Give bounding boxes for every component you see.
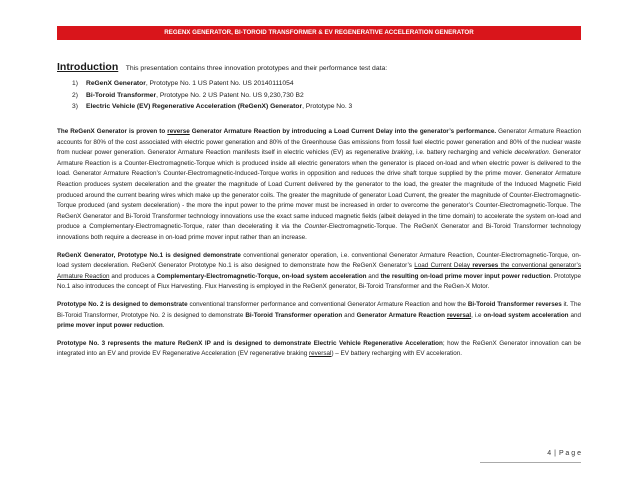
list-item: 1) ReGenX Generator, Prototype No. 1 US Patent No. US 20140111054 <box>72 80 294 87</box>
page-number: 4 <box>547 450 552 457</box>
list-item: 3) Electric Vehicle (EV) Regenerative Acceleration (ReGenX) Generator, Prototype No. 3 <box>72 103 353 110</box>
footer-divider <box>480 462 581 463</box>
header-banner: REGENX GENERATOR, BI-TOROID TRANSFORMER & EV REGENERATIVE ACCELERATION GENERATOR <box>57 26 581 40</box>
body-text <box>57 127 581 367</box>
intro-line <box>57 57 581 75</box>
intro-heading: Introduction <box>57 61 119 73</box>
page-label: P a g e <box>558 450 581 457</box>
paragraph-prototype-3: Prototype No. 3 represents the mature ReGenX IP and is designed to demonstrate Electric Vehicle Regenerative Acceleration; how the ReGenX Generator innovation can be integrated into an EV and provide EV Regenerative Acceleration (EV regenerative braking reversal) – EV battery recharging with EV acceleration. <box>57 339 582 358</box>
intro-text: This presentation contains three innovation prototypes and their performance test data: <box>125 65 388 72</box>
footer-separator: | <box>554 450 556 457</box>
paragraph-regenx-overview: The ReGenX Generator is proven to reverse Generator Armature Reaction by introducing a Load Current Delay into the generator’s performance. Generator Armature Reaction accounts for 80% of the cost associated with electric power generation and 80% of the Greenhouse Gas emissions from fossil fuel electric power generation and 80% of the nuclear waste from nuclear power generation. Generator Armature Reaction manifests itself in electric vehicles (EV) as regenerative braking, i.e. battery recharging and vehicle deceleration. Generator Armature Reaction is a Counter-Electromagnetic-Torque which is produced inside all electric generators when the generator is placed on-load and when electric power is delivered to the load. Generator Armature Reaction’s Counter-Electromagnetic-Induced-Torque works in opposition and reduces the drive shaft torque supplied by the prime mover. Generator Armature Reaction produces system deceleration and the greater the magnitude of Load Current delivered by the generator to the load, the greater the magnitude of the Induced Magnetic Field produced around the current bearing wires which make up the generator coils. The greater the magnitude of generator Load Current, the greater the magnitude of Counter-Electromagnetic-Torque produced (and system deceleration) - the more the input power to the prime mover must be increased in order to overcome the generator’s Counter-Electromagnetic-Torque. The ReGenX Generator and Bi-Toroid Transformer technology innovations use the exact same induced magnetic fields (albeit delayed in the time domain) to accelerate the system on-load and produce a Complementary-Electromagnetic-Torque, rater than decelerating it via the Counter-Electromagnetic-Torque. The ReGenX Generator and Bi-Toroid Transformer technology innovations both require a decrease in on-load prime mover input rather than an increase. <box>57 128 581 241</box>
paragraph-prototype-1: ReGenX Generator, Prototype No.1 is designed demonstrate conventional generator operation, i.e. conventional Generator Armature Reaction, Counter-Electromagnetic-Torque, on-load system deceleration. ReGenX Generator Prototype No.1 is also designed to demonstrate how the ReGenX Generator’s Load Current Delay reverses the conventional generator’s Armature Reaction and produces a Complementary-Electromagnetic-Torque, on-load system acceleration and the resulting on-load prime mover input power reduction. Prototype No.1 also introduces the concept of Flux Harvesting. Flux Harvesting is employed in the ReGenX generator, Bi-Toroid Transformer and the ReGen-X Motor. <box>57 251 581 291</box>
page-footer <box>547 450 581 457</box>
prototype-list <box>72 78 352 113</box>
paragraph-prototype-2: Prototype No. 2 is designed to demonstrate conventional transformer performance and conventional Generator Armature Reaction and how the Bi-Toroid Transformer reverses it. The Bi-Toroid Transformer, Prototype No. 2 is designed to demonstrate Bi-Toroid Transformer operation and Generator Armature Reaction reversal, i.e on-load system acceleration and prime mover input power reduction. <box>57 300 581 330</box>
list-item: 2) Bi-Toroid Transformer, Prototype No. 2 US Patent No. US 9,230,730 B2 <box>72 91 304 99</box>
